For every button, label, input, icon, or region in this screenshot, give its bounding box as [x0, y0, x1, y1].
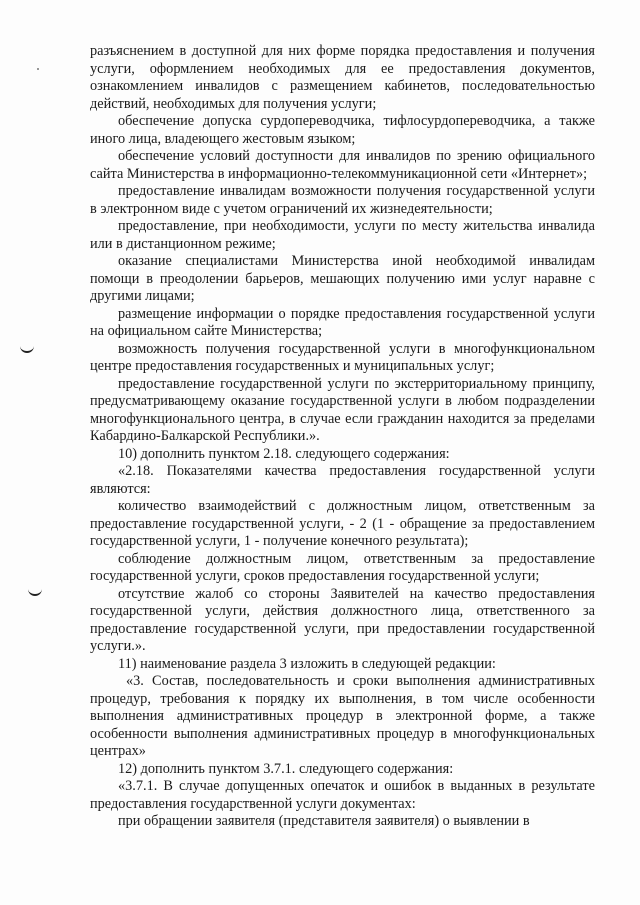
paragraph: 10) дополнить пунктом 2.18. следующего содержания: [118, 445, 450, 462]
paragraph: оказание специалистами Министерства иной необходимой инвалидам помощи в преодолении барьеров, мешающих получению ими услуг наравне с другими лицами; [90, 253, 595, 304]
paragraph: 11) наименование раздела 3 изложить в следующей редакции: [118, 655, 496, 672]
paragraph: обеспечение допуска сурдопереводчика, тифлосурдопереводчика, а также иного лица, владеющего жестовым языком; [90, 113, 595, 147]
paragraph: отсутствие жалоб со стороны Заявителей на качество предоставления государственной услуги, действия должностного лица, ответственного за предоставление государственной услуги, при предоставлении государственной услуги.». [90, 585, 595, 654]
paragraph: обеспечение условий доступности для инвалидов по зрению официального сайта Министерства в информационно-телекоммуникационной сети «Интернет»; [90, 148, 595, 182]
paragraph: количество взаимодействий с должностным лицом, ответственным за предоставление государственной услуги, - 2 (1 - обращение за предоставлением государственной услуги, 1 - получение конечного результата); [90, 498, 595, 549]
paragraph: «2.18. Показателями качества предоставления государственной услуги являются: [90, 463, 595, 497]
paragraph: предоставление инвалидам возможности получения государственной услуги в электронном виде с учетом ограничений их жизнедеятельности; [90, 183, 595, 217]
scan-margin-mark [20, 345, 34, 353]
document-body [90, 43, 595, 831]
paragraph: разъяснением в доступной для них форме порядка предоставления и получения услуги, оформлением необходимых для ее предоставления документов, ознакомлением инвалидов с размещением кабинетов, последовательностью действий, необходимых для получения услуги; [90, 43, 595, 112]
paragraph: при обращении заявителя (представителя заявителя) о выявлении в [118, 813, 530, 829]
paragraph: соблюдение должностным лицом, ответственным за предоставление государственной услуги, сроков предоставления государственной услуги; [90, 550, 595, 584]
paragraph: 12) дополнить пунктом 3.7.1. следующего содержания: [118, 760, 454, 777]
paragraph: «3. Состав, последовательность и сроки выполнения административных процедур, требования к порядку их выполнения, в том числе особенности выполнения административных процедур в электронной форме, а также особенности выполнения административных процедур в многофункциональных центрах» [90, 673, 595, 759]
paragraph: предоставление государственной услуги по экстерриториальному принципу, предусматривающему оказание государственной услуги в любом подразделении многофункционального центра, в случае если гражданин находится за пределами Кабардино-Балкарской Республики.». [90, 375, 595, 444]
paragraph: размещение информации о порядке предоставления государственной услуги на официальном сайте Министерства; [90, 305, 595, 339]
paragraph: «3.7.1. В случае допущенных опечаток и ошибок в выданных в результате предоставления государственной услуги документах: [90, 778, 595, 812]
scan-speck [37, 68, 39, 70]
paragraph: возможность получения государственной услуги в многофункциональном центре предоставления государственных и муниципальных услуг; [90, 340, 595, 374]
paragraph: предоставление, при необходимости, услуги по месту жительства инвалида или в дистанционном режиме; [90, 218, 595, 252]
scan-margin-mark [28, 588, 42, 596]
